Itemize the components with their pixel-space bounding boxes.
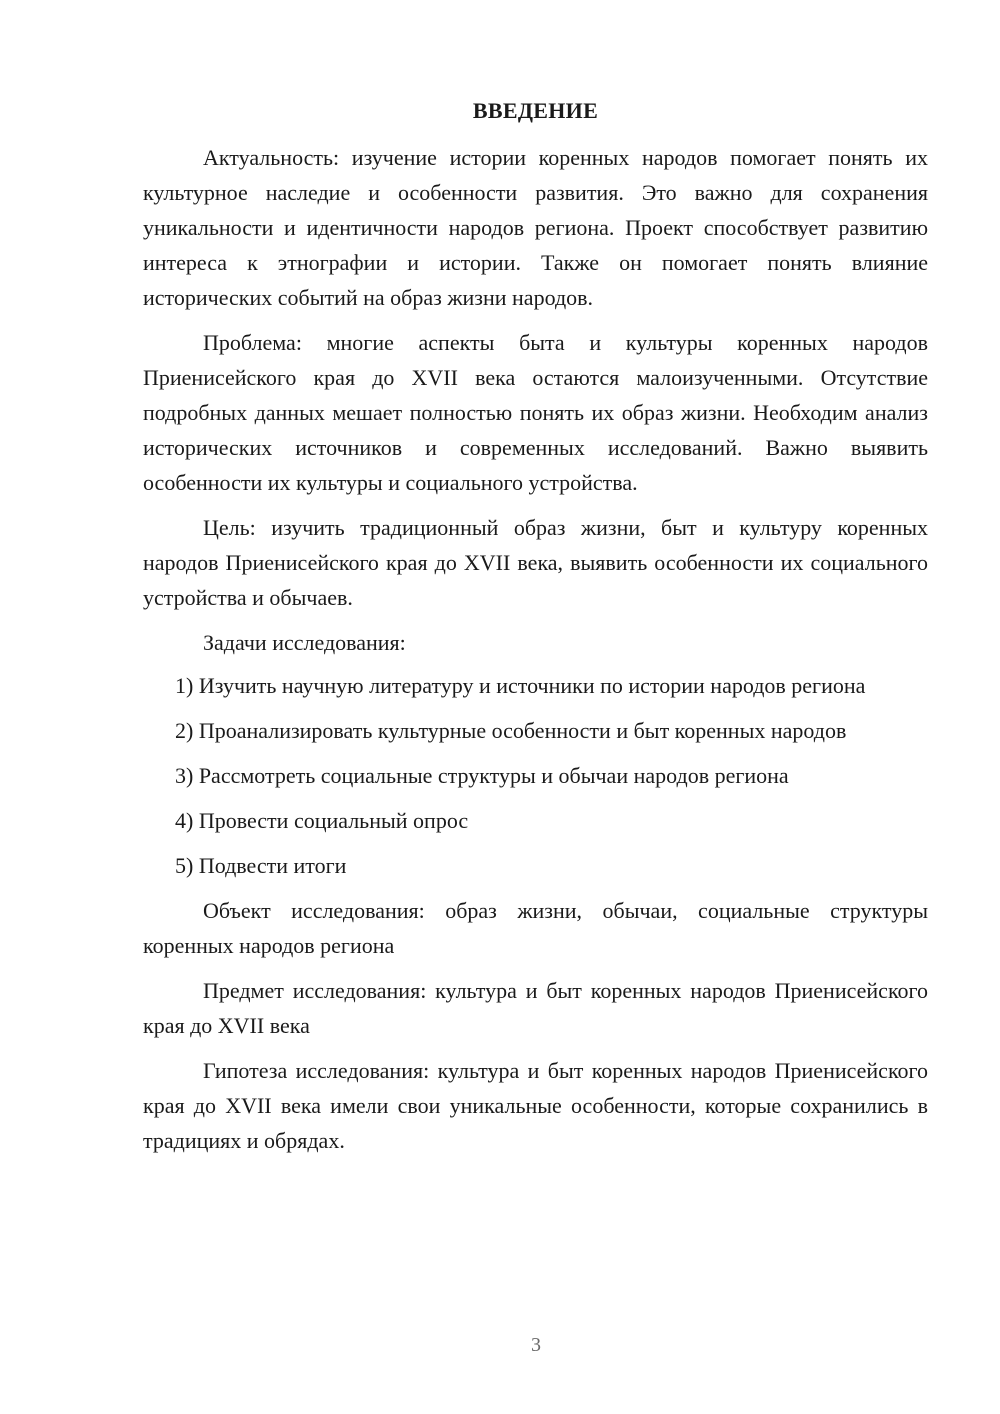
problem-paragraph: Проблема: многие аспекты быта и культуры коренных народов Приенисейского края до XVII века остаются малоизученными. Отсутствие подробных данных мешает полностью понять их образ жизни. Необходим анализ исторических источников и современных исследований. Важно выявить особенности их культуры и социального устройства. [143,330,928,495]
task-item-5: 5) Подвести итоги [175,853,347,878]
document-page [143,96,928,1168]
task-item-4: 4) Провести социальный опрос [175,808,469,833]
section-heading: ВВЕДЕНИЕ [472,98,599,123]
tasks-intro: Задачи исследования: [203,630,406,655]
task-item-1: 1) Изучить научную литературу и источники по истории народов региона [175,673,866,698]
hypothesis-paragraph: Гипотеза исследования: культура и быт коренных народов Приенисейского края до XVII века имели свои уникальные особенности, которые сохранились в традициях и обрядах. [143,1058,928,1153]
task-item-3: 3) Рассмотреть социальные структуры и обычаи народов региона [175,763,789,788]
task-item-2: 2) Проанализировать культурные особенности и быт коренных народов [175,718,847,743]
object-paragraph: Объект исследования: образ жизни, обычаи, социальные структуры коренных народов региона [143,898,928,958]
subject-paragraph: Предмет исследования: культура и быт коренных народов Приенисейского края до XVII века [143,978,928,1038]
tasks-list [143,668,928,883]
goal-paragraph: Цель: изучить традиционный образ жизни, быт и культуру коренных народов Приенисейского края до XVII века, выявить особенности их социального устройства и обычаев. [143,515,928,610]
relevance-paragraph: Актуальность: изучение истории коренных народов помогает понять их культурное наследие и особенности развития. Это важно для сохранения уникальности и идентичности народов региона. Проект способствует развитию интереса к этнографии и истории. Также он помогает понять влияние исторических событий на образ жизни народов. [143,145,928,310]
page-number: 3 [531,1334,541,1356]
